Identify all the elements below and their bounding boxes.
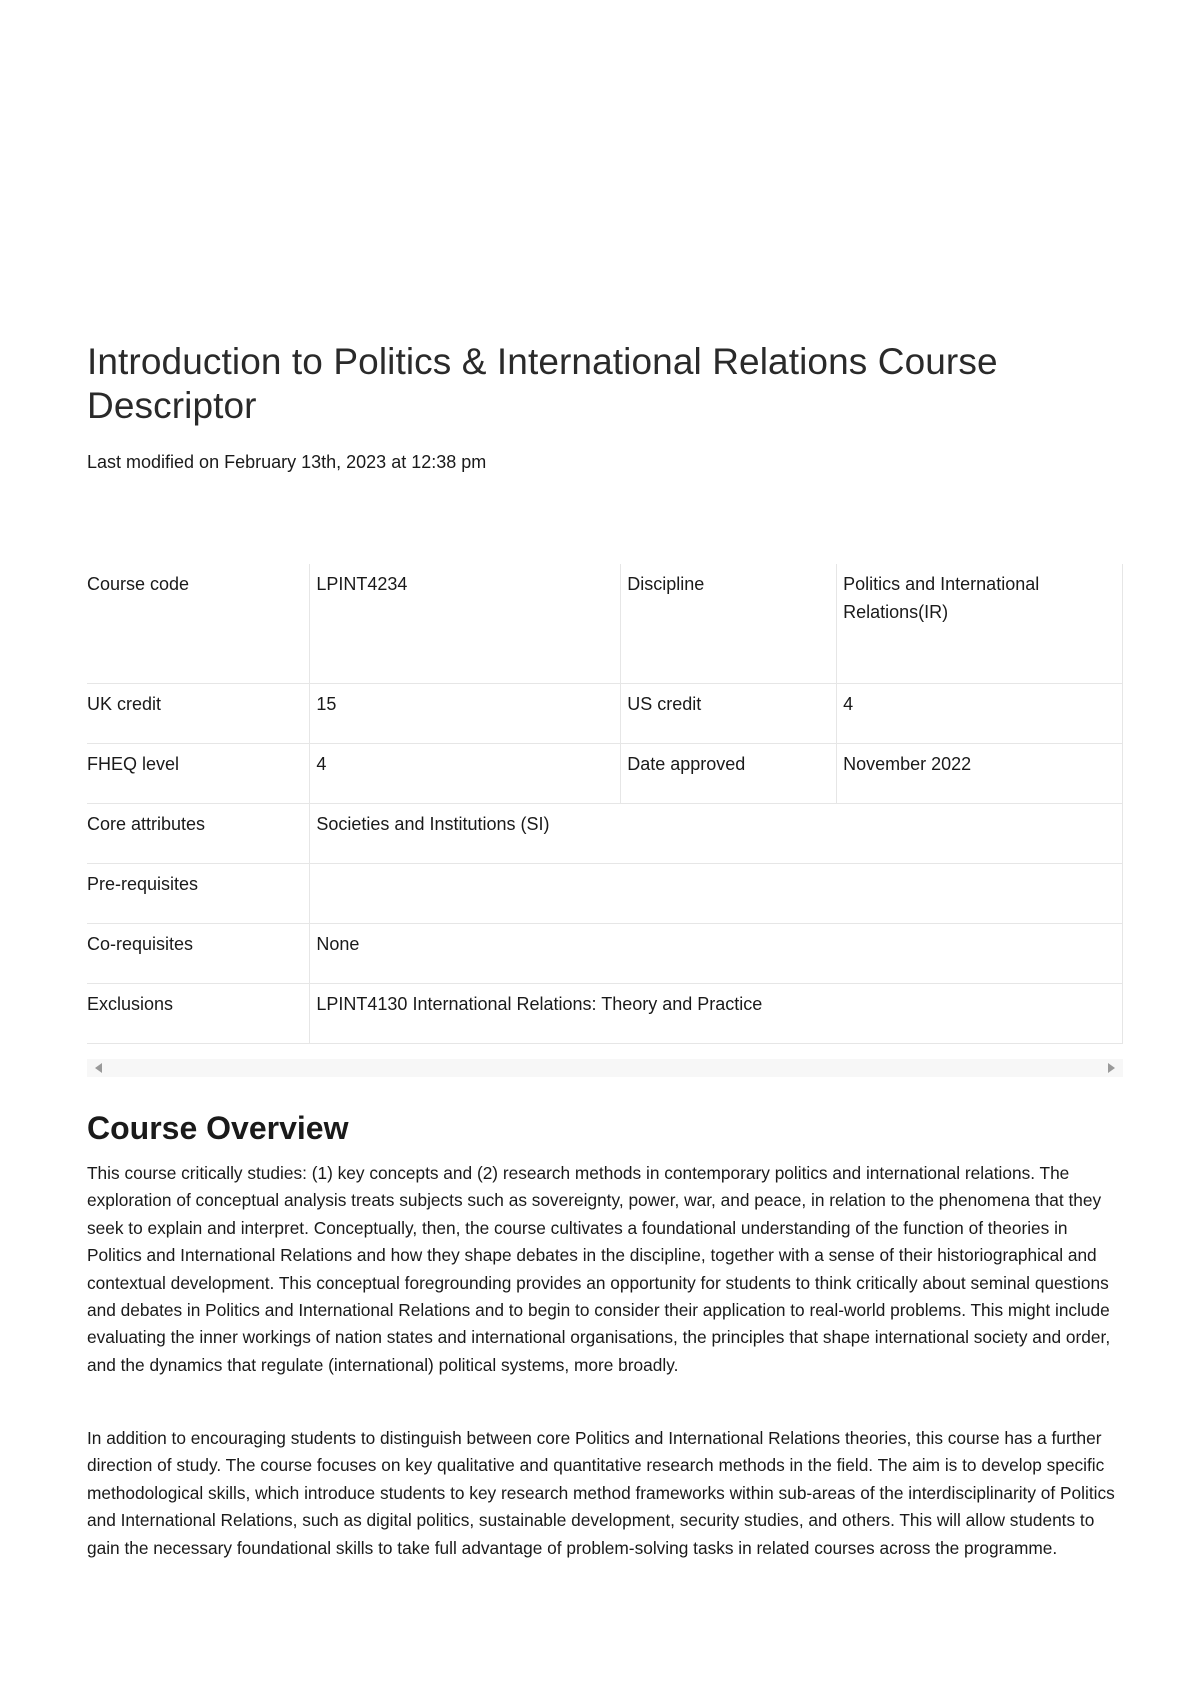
table-row xyxy=(87,683,1123,743)
overview-paragraph-1: This course critically studies: (1) key concepts and (2) research methods in contemporary politics and international relations. The exploration of conceptual analysis treats subjects such as sovereignty, power, war, and peace, in relation to the phenomena that they seek to explain and interpret. Conceptually, then, the course cultivates a foundational understanding of the function of theories in Politics and International Relations and how they shape debates in the discipline, together with a sense of their historiographical and contextual development. This conceptual foregrounding provides an opportunity for students to think critically about seminal questions and debates in Politics and International Relations and to begin to consider their application to real-world problems. This might include evaluating the inner workings of nation states and international organisations, the principles that shape international society and order, and the dynamics that regulate (international) political systems, more broadly. xyxy=(87,1163,1111,1375)
corequisites-label: Co-requisites xyxy=(87,923,310,983)
uk-credit-label: UK credit xyxy=(87,683,310,743)
uk-credit-value: 15 xyxy=(310,683,621,743)
table-row xyxy=(87,983,1123,1043)
course-code-value: LPINT4234 xyxy=(310,564,621,683)
date-approved-value: November 2022 xyxy=(837,743,1123,803)
us-credit-label: US credit xyxy=(621,683,837,743)
page-title: Introduction to Politics & International Relations Course Descriptor xyxy=(87,341,998,426)
last-modified: Last modified on February 13th, 2023 at 12:38 pm xyxy=(87,452,487,472)
prerequisites-value xyxy=(310,863,1123,923)
fheq-level-label: FHEQ level xyxy=(87,743,310,803)
exclusions-value: LPINT4130 International Relations: Theory and Practice xyxy=(310,983,1123,1043)
course-overview-heading: Course Overview xyxy=(87,1110,349,1146)
fheq-level-value: 4 xyxy=(310,743,621,803)
discipline-value: Politics and International Relations(IR) xyxy=(837,564,1123,683)
table-row xyxy=(87,564,1123,683)
chevron-left-icon[interactable] xyxy=(95,1063,102,1073)
core-attributes-label: Core attributes xyxy=(87,803,310,863)
core-attributes-value: Societies and Institutions (SI) xyxy=(310,803,1123,863)
overview-paragraph-2: In addition to encouraging students to distinguish between core Politics and International Relations theories, this course has a further direction of study. The course focuses on key qualitative and quantitative research methods in the field. The aim is to develop specific methodological skills, which introduce students to key research method frameworks within sub-areas of the interdisciplinarity of Politics and International Relations, such as digital politics, sustainable development, security studies, and others. This will allow students to gain the necessary foundational skills to take full advantage of problem-solving tasks in related courses across the programme. xyxy=(87,1428,1115,1558)
table-row xyxy=(87,803,1123,863)
chevron-right-icon[interactable] xyxy=(1108,1063,1115,1073)
us-credit-value: 4 xyxy=(837,683,1123,743)
course-code-label: Course code xyxy=(87,564,310,683)
discipline-label: Discipline xyxy=(621,564,837,683)
table-row xyxy=(87,743,1123,803)
prerequisites-label: Pre-requisites xyxy=(87,863,310,923)
course-info-table xyxy=(87,564,1123,1044)
exclusions-label: Exclusions xyxy=(87,983,310,1043)
table-row xyxy=(87,923,1123,983)
table-horizontal-scrollbar[interactable] xyxy=(87,1059,1123,1077)
corequisites-value: None xyxy=(310,923,1123,983)
table-row xyxy=(87,863,1123,923)
date-approved-label: Date approved xyxy=(621,743,837,803)
